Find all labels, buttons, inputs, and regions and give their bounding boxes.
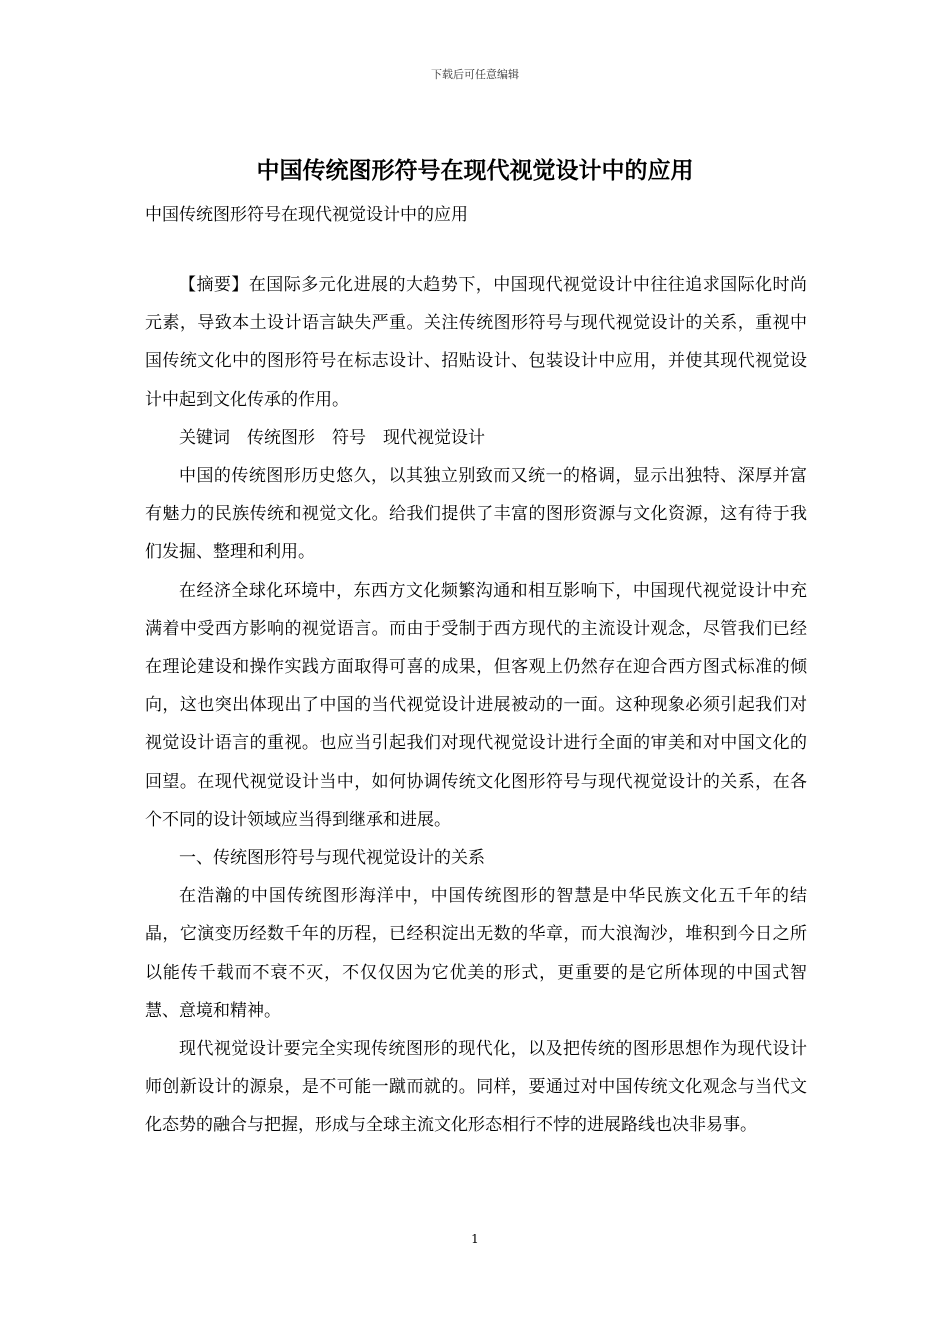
document-title: 中国传统图形符号在现代视觉设计中的应用	[256, 157, 694, 184]
abstract-paragraph: 【摘要】在国际多元化进展的大趋势下，中国现代视觉设计中往往追求国际化时尚元素，导致本土设计语言缺失严重。关注传统图形符号与现代视觉设计的关系，重视中国传统文化中的图形符号在标志设计、招贴设计、包装设计中应用，并使其现代视觉设计中起到文化传承的作用。	[145, 275, 807, 410]
section-heading: 一、传统图形符号与现代视觉设计的关系	[179, 848, 485, 869]
page-header-note: 下载后可任意编辑	[431, 68, 519, 81]
body-paragraph: 在经济全球化环境中，东西方文化频繁沟通和相互影响下，中国现代视觉设计中充满着中受西方影响的视觉语言。而由于受制于西方现代的主流设计观念，尽管我们已经在理论建设和操作实践方面取得可喜的成果，但客观上仍然存在迎合西方图式标准的倾向，这也突出体现出了中国的当代视觉设计进展被动的一面。这种现象必须引起我们对视觉设计语言的重视。也应当引起我们对现代视觉设计进行全面的审美和对中国文化的回望。在现代视觉设计当中，如何协调传统文化图形符号与现代视觉设计的关系，在各个不同的设计领域应当得到继承和进展。	[145, 580, 807, 830]
page-number: 1	[471, 1232, 479, 1246]
body-paragraph: 在浩瀚的中国传统图形海洋中，中国传统图形的智慧是中华民族文化五千年的结晶，它演变历经数千年的历程，已经积淀出无数的华章，而大浪淘沙，堆积到今日之所以能传千载而不衰不灭，不仅仅因为它优美的形式，更重要的是它所体现的中国式智慧、意境和精神。	[145, 886, 807, 1021]
document-subtitle: 中国传统图形符号在现代视觉设计中的应用	[145, 205, 468, 225]
keywords-line: 关键词 传统图形 符号 现代视觉设计	[179, 427, 485, 448]
body-paragraph: 现代视觉设计要完全实现传统图形的现代化，以及把传统的图形思想作为现代设计师创新设计的源泉，是不可能一蹴而就的。同样，要通过对中国传统文化观念与当代文化态势的融合与把握，形成与全球主流文化形态相行不悖的进展路线也决非易事。	[145, 1039, 807, 1136]
document-body	[145, 266, 807, 1145]
body-paragraph: 中国的传统图形历史悠久，以其独立别致而又统一的格调，显示出独特、深厚并富有魅力的民族传统和视觉文化。给我们提供了丰富的图形资源与文化资源，这有待于我们发掘、整理和利用。	[145, 466, 807, 563]
